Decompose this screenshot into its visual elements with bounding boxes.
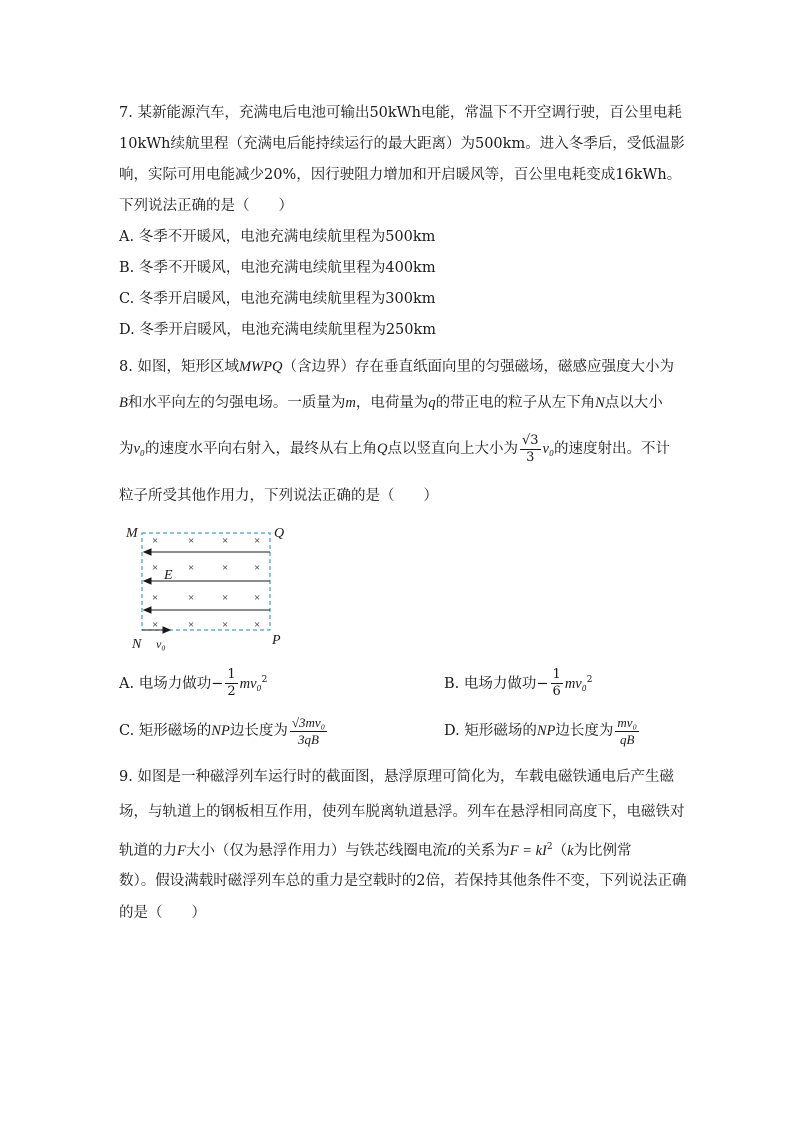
option-text: B. 电场力做功 (444, 675, 537, 692)
q9-text: 为比例常 (573, 842, 632, 859)
q7-option-b: B. 冬季不开暖风，电池充满电续航里程为400km (119, 260, 436, 276)
q9-text: （ (552, 842, 568, 859)
option-expression: mv₀ (564, 675, 587, 692)
q9-var-f: F (177, 842, 186, 859)
label-p: P (272, 633, 281, 648)
q9-exponent: 2 (546, 842, 553, 852)
label-v0: v₀ (156, 637, 166, 651)
option-fraction (290, 715, 327, 748)
fraction-numerator: √3 (521, 432, 539, 448)
q8-var-mwpq: MWPQ (238, 359, 283, 375)
b-field-cross: × (254, 562, 261, 574)
fraction-numerator: 1 (552, 667, 561, 683)
q9-line-1: 9. 如图是一种磁浮列车运行时的截面图，悬浮原理可简化为，车载电磁铁通电后产生磁 (119, 769, 674, 785)
q8-text: 的速度水平向右射入，最终从右上角 (144, 441, 377, 457)
q9-line-5: 的是（ ） (119, 905, 206, 921)
e-field-arrow (144, 549, 151, 555)
q8-text: 的带正电的粒子从左下角 (435, 395, 596, 411)
q9-text: 轨道的力 (119, 842, 177, 859)
e-field-arrow (144, 607, 151, 613)
b-field-cross: × (222, 592, 229, 604)
q9-var-i: I (446, 842, 452, 859)
q7-option-d: D. 冬季开启暖风，电池充满电续航里程为250km (119, 322, 437, 338)
label-q: Q (274, 526, 284, 541)
option-fraction (551, 667, 563, 700)
q8-text: 8. 如图，矩形区域 (119, 359, 239, 375)
q8-field-diagram (124, 518, 284, 652)
label-m: M (126, 526, 138, 541)
q7-line-3: 响，实际可用电能减少20%，因行驶阻力增加和开启暖风等，百公里电耗变成16kWh。 (119, 167, 682, 183)
b-field-cross: × (222, 535, 229, 547)
option-text: 边长度为 (555, 723, 614, 739)
q9-line-4: 数）。假设满载时磁浮列车总的重力是空载时的2倍，若保持其他条件不变，下列说法正确 (119, 873, 687, 889)
q7-option-c: C. 冬季开启暖风，电池充满电续航里程为300km (119, 291, 436, 307)
option-text: D. 矩形磁场的 (444, 723, 537, 739)
option-fraction (225, 667, 237, 700)
b-field-cross: × (222, 562, 229, 574)
fraction-numerator: 1 (227, 667, 236, 683)
q8-option-b (444, 663, 593, 701)
b-field-cross: × (254, 592, 261, 604)
option-text: C. 矩形磁场的 (119, 723, 212, 739)
b-field-cross: × (254, 535, 261, 547)
option-var-np: NP (211, 723, 230, 739)
b-field-cross: × (222, 619, 229, 631)
fraction-denominator: 3 (526, 449, 535, 465)
fraction-denominator: qB (619, 731, 635, 747)
q8-var-q: q (428, 395, 436, 411)
b-field-cross: × (254, 619, 261, 631)
q9-line-3 (119, 837, 632, 861)
q7-option-a: A. 冬季不开暖风，电池充满电续航里程为500km (119, 229, 436, 245)
q8-line-3 (119, 432, 670, 466)
fraction-denominator: 6 (552, 684, 561, 700)
fraction-numerator: mv₀ (617, 714, 638, 730)
b-field-cross: × (152, 562, 159, 574)
q8-text: 和水平向左的匀强电场。一质量为 (127, 395, 346, 411)
option-var-np: NP (536, 723, 556, 739)
q8-line-1 (119, 357, 674, 377)
b-field-cross: × (188, 619, 195, 631)
q8-option-c (119, 714, 329, 748)
q8-option-d (444, 714, 641, 748)
q8-var-n: N (595, 395, 605, 411)
option-sign: − (211, 675, 224, 692)
q8-text: 为 (119, 441, 134, 457)
q8-var-v0: v₀ (542, 441, 555, 457)
option-text: A. 电场力做功 (119, 675, 212, 692)
q8-var-q: Q (376, 441, 388, 457)
fraction-numerator: √3mv₀ (291, 714, 326, 730)
option-expression: mv₀ (239, 675, 262, 692)
label-n: N (132, 637, 142, 652)
b-field-cross: × (152, 535, 159, 547)
option-fraction (615, 715, 639, 748)
q8-text: 点以大小 (604, 395, 663, 411)
q8-text: 点以竖直向上大小为 (387, 441, 518, 457)
q8-line-4: 粒子所受其他作用力，下列说法正确的是（ ） (119, 488, 438, 504)
q9-equation: F = kI (509, 842, 547, 859)
q8-fraction (520, 433, 541, 466)
e-field-arrow (144, 578, 151, 584)
option-text: 边长度为 (229, 723, 288, 739)
b-field-cross: × (188, 592, 195, 604)
b-field-cross: × (188, 535, 195, 547)
q7-line-4: 下列说法正确的是（ ） (119, 198, 293, 214)
q8-var-m: m (345, 395, 356, 411)
q9-text: 大小（仅为悬浮作用力）与铁芯线圈电流 (185, 842, 447, 859)
q8-text: （含边界）存在垂直纸面向里的匀强磁场，磁感应强度大小为 (282, 359, 674, 375)
q8-line-2 (119, 393, 663, 413)
label-e: E (164, 568, 173, 583)
q8-text: ，电荷量为 (355, 395, 429, 411)
option-exponent: 2 (261, 675, 268, 685)
velocity-arrow-head (163, 627, 170, 633)
q9-var-k: k (567, 842, 574, 859)
q9-line-2: 场，与轨道上的钢板相互作用，使列车脱离轨道悬浮。列车在悬浮相同高度下，电磁铁对 (119, 804, 685, 820)
option-sign: − (536, 675, 549, 692)
b-field-cross: × (152, 619, 159, 631)
q8-option-a (119, 663, 267, 701)
q7-line-1: 7. 某新能源汽车，充满电后电池可输出50kWh电能，常温下不开空调行驶，百公里电耗 (119, 105, 682, 121)
fraction-denominator: 3qB (298, 731, 319, 747)
q7-line-2: 10kWh续航里程（充满电后能持续运行的最大距离）为500km。进入冬季后，受低温影 (119, 136, 685, 152)
option-exponent: 2 (586, 675, 593, 685)
q8-text: 的速度射出。不计 (554, 441, 671, 457)
q8-var-v0: v₀ (133, 441, 145, 457)
q8-var-b: B (119, 395, 128, 411)
fraction-denominator: 2 (227, 684, 236, 700)
b-field-cross: × (188, 562, 195, 574)
q9-text: 的关系为 (451, 842, 510, 859)
b-field-cross: × (152, 592, 159, 604)
